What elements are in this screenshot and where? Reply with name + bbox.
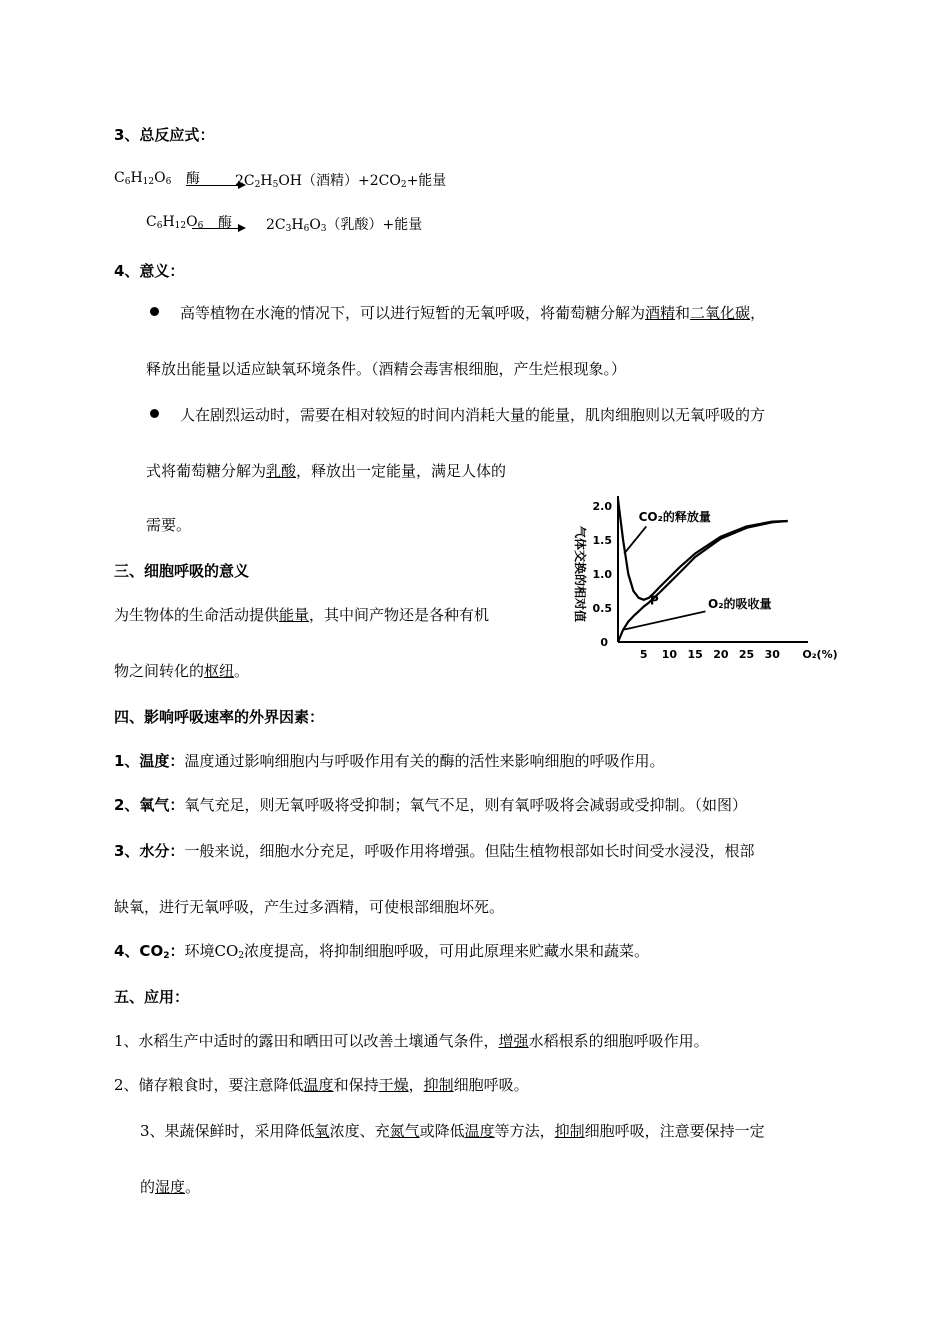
paragraph-human-exercise-cont: 式将葡萄糖分解为乳酸，释放出一定能量，满足人体的 — [146, 462, 507, 480]
application-fruit-preservation: 3、果蔬保鲜时，采用降低氧浓度、充氮气或降低温度等方法，抑制细胞呼吸，注意要保持一定 — [140, 1122, 765, 1140]
paragraph-plants-flooding-cont: 释放出能量以适应缺氧环境条件。（酒精会毒害根细胞，产生烂根现象。） — [146, 360, 627, 378]
y-tick-label: 1.5 — [592, 534, 612, 547]
equation-lactic-fermentation: $C_6H_{12}O_6$ — [146, 214, 204, 231]
o2-series-label: O₂的吸收量 — [708, 597, 772, 611]
heading-significance: 4、意义： — [114, 262, 185, 280]
paragraph-human-exercise: 人在剧烈运动时，需要在相对较短的时间内消耗大量的能量，肌肉细胞则以无氧呼吸的方 — [180, 406, 766, 424]
x-tick-label: 15 — [687, 648, 703, 661]
heading-respiration-significance: 三、细胞呼吸的意义 — [114, 562, 250, 580]
x-tick-label: 20 — [713, 648, 729, 661]
application-fruit-preservation-cont: 的湿度。 — [140, 1178, 201, 1196]
factor-water-cont: 缺氧，进行无氧呼吸，产生过多酒精，可使根部细胞坏死。 — [114, 898, 505, 916]
factor-oxygen: 2、氧气：氧气充足，则无氧呼吸将受抑制；氧气不足，则有氧呼吸将会减弱或受抑制。（如图） — [114, 796, 747, 814]
enzyme-label-1: 酶 — [186, 171, 200, 187]
equation-alcohol-fermentation: $C_6H_{12}O_6$ — [114, 170, 172, 187]
factor-co2: 4、$CO_2$：环境$CO_2$浓度提高，将抑制细胞呼吸，可用此原理来贮藏水果和蔬菜。 — [114, 942, 650, 961]
y-tick-label: 2.0 — [592, 500, 612, 513]
factor-water: 3、水分：一般来说，细胞水分充足，呼吸作用将增强。但陆生植物根部如长时间受水浸没，根部 — [114, 842, 755, 860]
respiration-oxygen-graph — [560, 490, 845, 670]
enzyme-label-2: 酶 — [218, 215, 232, 231]
x-tick-label: 10 — [661, 648, 678, 661]
factor-temperature: 1、温度：温度通过影响细胞内与呼吸作用有关的酶的活性来影响细胞的呼吸作用。 — [114, 752, 665, 770]
co2-leader-line — [624, 526, 646, 553]
x-tick-label: 30 — [764, 648, 780, 661]
paragraph-human-exercise-end: 需要。 — [146, 516, 192, 534]
origin-label: 0 — [600, 636, 608, 649]
equation-lactic-products: $2C_3H_6O_3$（乳酸）+能量 — [266, 217, 423, 234]
heading-reaction-equations: 3、总反应式： — [114, 126, 215, 144]
bullet-icon — [150, 307, 159, 316]
x-axis-label: O₂(%) — [802, 648, 838, 661]
co2-series-label: CO₂的释放量 — [638, 509, 711, 524]
paragraph-respiration-significance: 为生物体的生命活动提供能量，其中间产物还是各种有机 — [114, 606, 490, 624]
x-tick-label: 25 — [738, 648, 755, 661]
y-axis-label: 气体交换的相对值 — [573, 525, 587, 623]
equation-alcohol-products: $2C_2H_5OH$（酒精）$+2CO_2+$能量 — [235, 173, 447, 190]
paragraph-respiration-significance-cont: 物之间转化的枢纽。 — [114, 662, 250, 680]
y-tick-label: 0.5 — [592, 602, 612, 615]
application-rice: 1、水稻生产中适时的露田和晒田可以改善土壤通气条件，增强水稻根系的细胞呼吸作用。 — [114, 1032, 709, 1050]
paragraph-plants-flooding: 高等植物在水淹的情况下，可以进行短暂的无氧呼吸，将葡萄糖分解为酒精和二氧化碳， — [180, 304, 766, 322]
bullet-icon — [150, 409, 159, 418]
point-p-label: P — [649, 593, 659, 608]
o2-uptake-curve — [618, 521, 788, 642]
heading-applications: 五、应用： — [114, 988, 190, 1006]
heading-external-factors: 四、影响呼吸速率的外界因素： — [114, 708, 325, 726]
x-tick-label: 5 — [639, 648, 648, 661]
application-grain-storage: 2、储存粮食时，要注意降低温度和保持干燥，抑制细胞呼吸。 — [114, 1076, 529, 1094]
y-tick-label: 1.0 — [592, 568, 612, 581]
reaction-arrow-2 — [192, 228, 244, 229]
